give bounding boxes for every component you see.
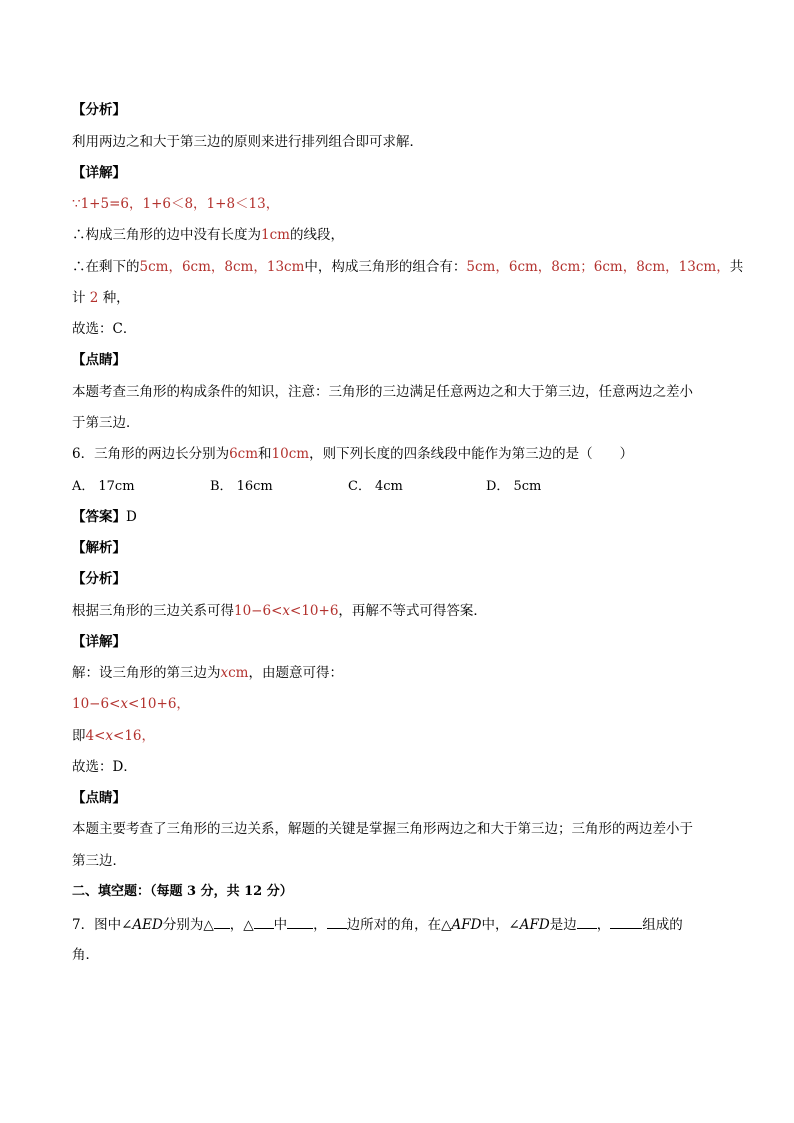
detail-line-3-values: 5cm，6cm，8cm，13cm [139, 259, 305, 275]
choice-line: 故选：C． [72, 321, 137, 337]
q6-detail-line-3 [72, 727, 155, 745]
q6-parse-heading: 【解析】 [72, 540, 126, 556]
q6-answer-heading: 【答案】 [72, 509, 126, 525]
q7-blank-5[interactable] [577, 914, 597, 929]
detail-line-4-value: 2 [89, 290, 99, 306]
detail-heading: 【详解】 [72, 165, 126, 181]
q7-text-10: 组成的 [642, 917, 683, 933]
q6-stem-mid: 和 [258, 446, 272, 462]
q7-triangle-afd: △AFD [441, 917, 482, 933]
q7-text-5: ， [313, 917, 327, 933]
comment-heading: 【点睛】 [72, 352, 126, 368]
q7-text-7: 中， [481, 917, 509, 933]
analysis-heading: 【分析】 [72, 102, 126, 118]
detail-line-2-pre: ∴构成三角形的边中没有长度为 [72, 227, 261, 243]
detail-line-4-pre: 计 [72, 290, 86, 306]
q6-option-d [486, 478, 541, 496]
detail-line-4-post: 种， [102, 290, 130, 306]
question-7-line-2: 角． [72, 947, 99, 963]
detail-line-3-pre: ∴在剩下的 [72, 259, 140, 275]
detail-line-2 [72, 226, 344, 244]
q6-comment-line-2: 第三边． [72, 853, 126, 869]
detail-line-3-combos: 5cm，6cm，8cm；6cm，8cm，13cm， [466, 259, 730, 275]
question-6-stem [72, 445, 633, 463]
q6-option-a-label: A． [72, 479, 95, 494]
detail-line-2-post: 的线段， [289, 227, 344, 243]
q7-angle-afd: ∠AFD [508, 917, 550, 933]
q7-text-3: ，△ [229, 917, 254, 933]
q6-comment-heading: 【点睛】 [72, 790, 126, 806]
q6-analysis-math-b: <10+6 [290, 603, 339, 619]
q6-analysis-pre: 根据三角形的三边关系可得 [72, 603, 234, 619]
q7-text-1: 7．图中 [72, 917, 122, 933]
detail-line-3 [72, 258, 743, 276]
q6-option-c-value: 4cm [374, 479, 403, 494]
q6-detail-3-b: <16， [113, 728, 156, 744]
q6-stem-value-2: 10cm [271, 446, 310, 462]
q7-blank-2[interactable] [254, 914, 274, 929]
q6-detail-2-b: <10+6， [128, 696, 190, 712]
q7-angle-aed: ∠AED [121, 917, 163, 933]
q6-option-a-value: 17cm [98, 479, 135, 494]
q6-detail-3-pre: 即 [72, 728, 86, 744]
q7-text-2: 分别为△ [162, 917, 214, 933]
q7-text-6: 边所对的角，在 [346, 917, 442, 933]
q6-stem-pre: 6．三角形的两边长分别为 [72, 446, 230, 462]
q7-text-4: 中 [273, 917, 288, 933]
comment-line-2: 于第三边． [72, 415, 140, 431]
q6-answer [72, 508, 137, 526]
q6-option-c [348, 478, 403, 496]
q7-text-9: ， [596, 917, 611, 933]
q6-detail-3-x: x [105, 728, 114, 744]
q6-stem-post: ，则下列长度的四条线段中能作为第三边的是（ ） [309, 446, 634, 462]
detail-line-4 [72, 289, 130, 307]
detail-line-3-post: 共 [729, 259, 744, 275]
detail-line-3-mid: 中，构成三角形的组合有： [304, 259, 467, 275]
q6-detail-1-pre: 解：设三角形的第三边为 [72, 665, 221, 681]
q6-detail-1-x: x [220, 665, 229, 681]
q6-answer-value: D [126, 509, 137, 525]
question-7-stem [72, 914, 683, 934]
q7-text-8: 是边 [549, 917, 577, 933]
q6-option-b-label: B． [210, 479, 233, 494]
q6-detail-2-a: 10−6< [72, 696, 121, 712]
q7-blank-1[interactable] [214, 914, 230, 929]
section-2-title: 二、填空题：（每题 3 分，共 12 分） [72, 884, 293, 899]
q6-detail-heading: 【详解】 [72, 634, 126, 650]
q6-analysis-post: ，再解不等式可得答案． [338, 603, 487, 619]
detail-line-1: ∵1+5=6，1+6＜8，1+8＜13， [72, 196, 280, 212]
q6-analysis-math-x: x [282, 603, 291, 619]
comment-line-1: 本题考查三角形的构成条件的知识，注意：三角形的三边满足任意两边之和大于第三边，任意两边之差小 [72, 384, 693, 400]
q6-choice-line: 故选：D． [72, 759, 137, 775]
q6-analysis-heading: 【分析】 [72, 571, 126, 587]
q6-analysis-math-a: 10−6< [234, 603, 283, 619]
q6-detail-1-post: ，由题意可得： [248, 665, 343, 681]
q6-option-a [72, 478, 135, 496]
q6-option-b-value: 16cm [236, 479, 273, 494]
q6-detail-3-a: 4< [85, 728, 106, 744]
q6-detail-2-x: x [120, 696, 129, 712]
analysis-text: 利用两边之和大于第三边的原则来进行排列组合即可求解． [72, 134, 423, 150]
detail-line-2-value: 1cm [261, 227, 290, 243]
q6-option-c-label: C． [348, 479, 371, 494]
q6-analysis-text [72, 602, 487, 620]
q6-option-d-label: D． [486, 479, 510, 494]
q6-option-d-value: 5cm [513, 479, 542, 494]
q7-blank-3[interactable] [287, 914, 313, 929]
q6-option-b [210, 478, 273, 496]
q6-detail-line-1 [72, 664, 343, 682]
q7-blank-6[interactable] [610, 914, 642, 929]
q6-detail-1-unit: cm [228, 665, 249, 681]
q6-detail-line-2 [72, 695, 190, 713]
q6-comment-line-1: 本题主要考查了三角形的三边关系，解题的关键是掌握三角形两边之和大于第三边；三角形的两边差小于 [72, 821, 693, 837]
q7-blank-4[interactable] [327, 914, 347, 929]
q6-stem-value-1: 6cm [229, 446, 259, 462]
